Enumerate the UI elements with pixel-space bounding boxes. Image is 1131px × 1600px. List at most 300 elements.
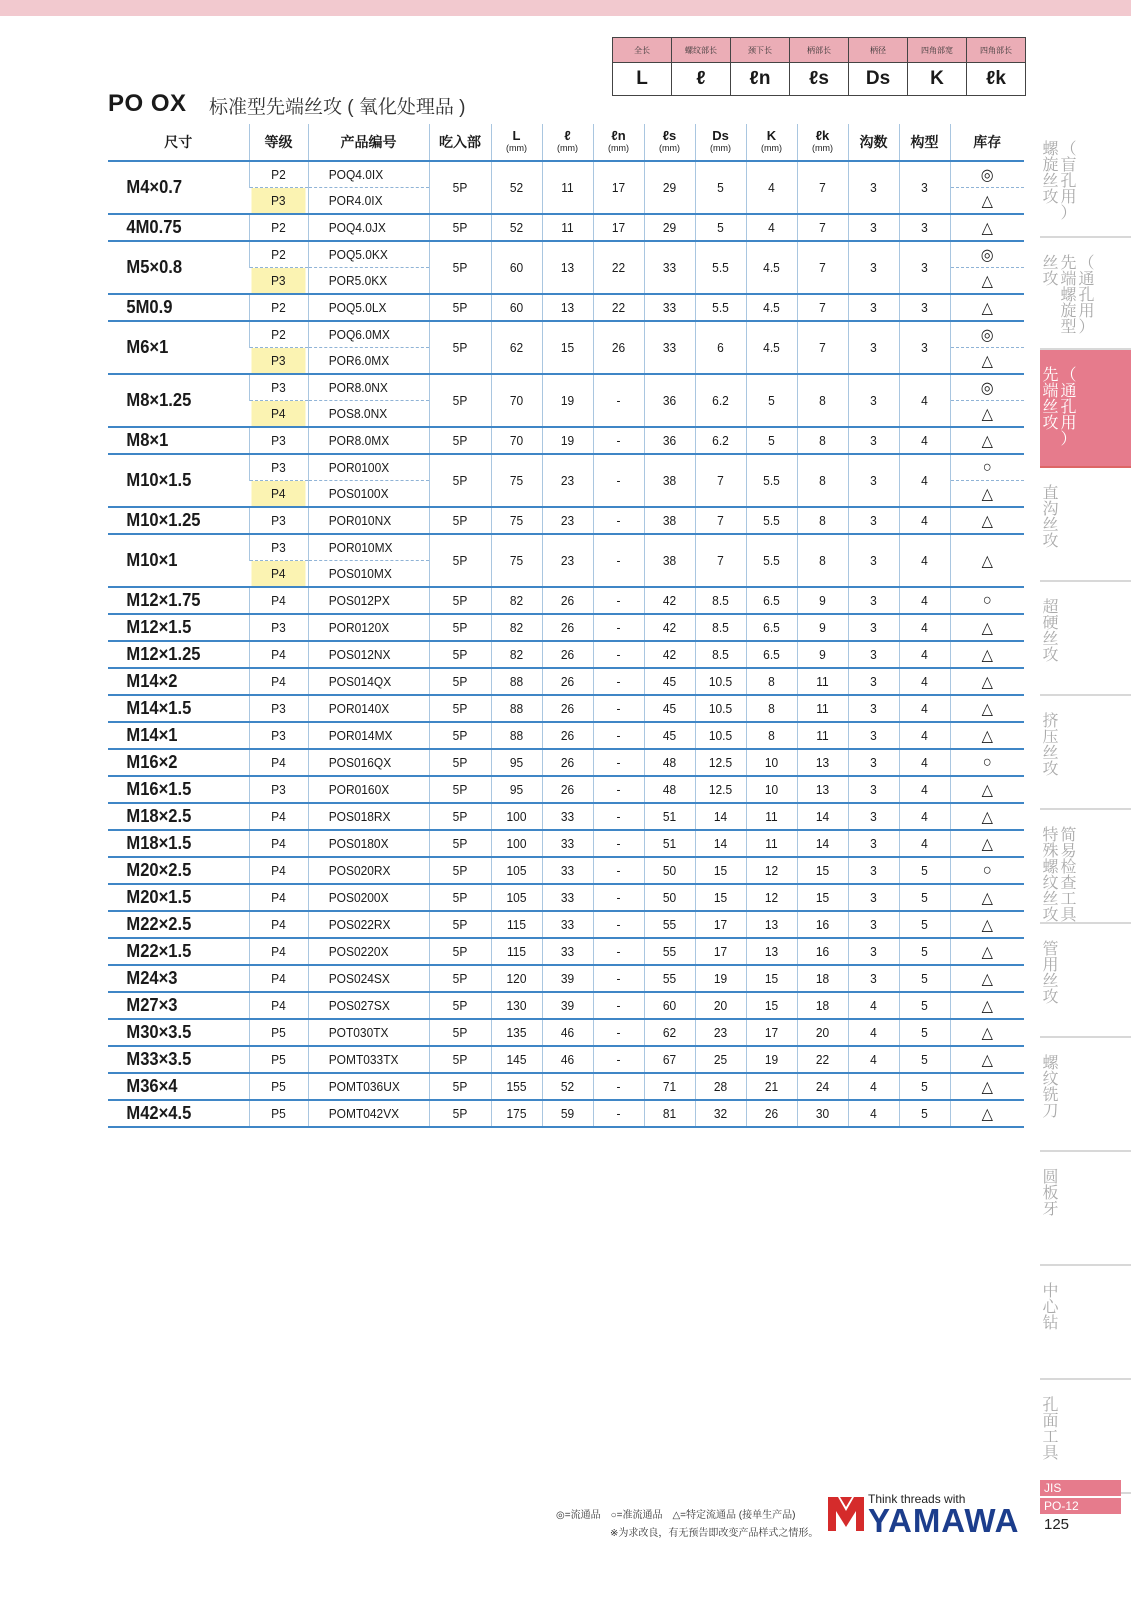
page-title: PO OX	[108, 90, 187, 117]
spec-cell-l: 52	[544, 1073, 591, 1100]
product-code-cell: POS8.0NX	[308, 401, 419, 428]
column-header	[593, 124, 644, 161]
legend-label: 全长	[613, 38, 672, 63]
grade-cell: P4	[251, 481, 305, 508]
spec-cell-K: 4.5	[748, 241, 795, 294]
spec-cell-l: 33	[544, 830, 591, 857]
size-cell: M20×1.5	[108, 884, 238, 911]
size-cell: M6×1	[108, 321, 238, 374]
spec-cell-lk: 13	[799, 776, 846, 803]
product-code-cell: POS020RX	[308, 857, 419, 884]
dimension-legend	[612, 37, 1026, 96]
category-sidebar	[1040, 124, 1131, 1494]
table-row	[108, 321, 1024, 348]
grade-cell: P3	[251, 722, 305, 749]
spec-cell-Ds: 8.5	[697, 641, 744, 668]
spec-cell-lk: 8	[799, 427, 846, 454]
column-header-unit: (mm)	[761, 143, 782, 153]
spec-cell-ls: 36	[646, 427, 693, 454]
spec-cell-L: 82	[493, 641, 540, 668]
page-code: PO-12	[1040, 1498, 1121, 1514]
stock-cell: △	[953, 1073, 1021, 1100]
table-row	[108, 938, 1024, 965]
table-row	[108, 749, 1024, 776]
legend-label: 四角部宽	[908, 38, 967, 63]
spec-cell-flutes: 3	[850, 695, 897, 722]
spec-cell-L: 52	[493, 161, 540, 214]
size-cell: M12×1.5	[108, 614, 238, 641]
spec-cell-type: 3	[901, 241, 948, 294]
grade-cell: P4	[251, 803, 305, 830]
size-cell: M24×3	[108, 965, 238, 992]
size-cell: M18×2.5	[108, 803, 238, 830]
spec-cell-K: 19	[748, 1046, 795, 1073]
product-code-cell: POS018RX	[308, 803, 419, 830]
stock-cell: △	[953, 214, 1021, 241]
spec-cell-L: 105	[493, 884, 540, 911]
sidebar-tab[interactable]	[1040, 582, 1131, 696]
table-row	[108, 534, 1024, 561]
spec-cell-Ds: 25	[697, 1046, 744, 1073]
spec-cell-Ds: 6.2	[697, 374, 744, 427]
spec-cell-flutes: 3	[850, 161, 897, 214]
spec-cell-lk: 13	[799, 749, 846, 776]
stock-cell: △	[953, 911, 1021, 938]
spec-cell-Ds: 8.5	[697, 614, 744, 641]
spec-cell-ls: 55	[646, 938, 693, 965]
grade-cell: P3	[251, 776, 305, 803]
spec-cell-K: 12	[748, 857, 795, 884]
column-header-unit: (mm)	[506, 143, 527, 153]
spec-cell-ls: 60	[646, 992, 693, 1019]
spec-cell-L: 115	[493, 911, 540, 938]
grade-cell: P3	[251, 188, 305, 215]
spec-cell-ls: 29	[646, 214, 693, 241]
spec-cell-flutes: 3	[850, 965, 897, 992]
spec-cell-lk: 7	[799, 214, 846, 241]
grade-cell: P4	[251, 938, 305, 965]
spec-cell-type: 3	[901, 214, 948, 241]
spec-cell-ln: 17	[595, 214, 642, 241]
sidebar-tab[interactable]	[1040, 350, 1131, 468]
sidebar-tab-label: 简 易 检 查 工 具	[1060, 827, 1077, 924]
spec-cell-K: 5.5	[748, 507, 795, 534]
spec-cell-L: 82	[493, 614, 540, 641]
sidebar-tab-label: （ 通 孔 用 ）	[1078, 255, 1095, 336]
spec-cell-ln: 26	[595, 321, 642, 374]
spec-cell-Ds: 7	[697, 534, 744, 587]
grade-cell: P3	[251, 348, 305, 375]
grade-cell: P4	[251, 911, 305, 938]
size-cell: M36×4	[108, 1073, 238, 1100]
product-code-cell: POMT042VX	[308, 1100, 419, 1127]
legend-symbol: ℓ	[672, 63, 731, 96]
size-cell: M8×1	[108, 427, 238, 454]
spec-cell-ls: 33	[646, 321, 693, 374]
spec-cell-chamfer: 5P	[431, 965, 488, 992]
stock-cell: ◎	[953, 161, 1021, 188]
stock-cell: △	[953, 776, 1021, 803]
spec-cell-K: 5	[748, 374, 795, 427]
grade-cell: P4	[251, 749, 305, 776]
table-row	[108, 911, 1024, 938]
grade-cell: P3	[251, 507, 305, 534]
product-code-cell: POS024SX	[308, 965, 419, 992]
size-cell: M16×1.5	[108, 776, 238, 803]
stock-cell: △	[953, 534, 1021, 587]
spec-cell-K: 11	[748, 803, 795, 830]
spec-cell-L: 145	[493, 1046, 540, 1073]
spec-cell-chamfer: 5P	[431, 214, 488, 241]
product-code-cell: POR0100X	[308, 454, 419, 481]
table-row	[108, 992, 1024, 1019]
table-row	[108, 803, 1024, 830]
spec-cell-l: 26	[544, 749, 591, 776]
spec-cell-l: 46	[544, 1046, 591, 1073]
product-code-cell: POS014QX	[308, 668, 419, 695]
spec-cell-Ds: 32	[697, 1100, 744, 1127]
spec-cell-K: 10	[748, 776, 795, 803]
spec-cell-Ds: 10.5	[697, 668, 744, 695]
spec-cell-l: 46	[544, 1019, 591, 1046]
stock-cell: △	[953, 938, 1021, 965]
spec-cell-ln: -	[595, 1100, 642, 1127]
spec-cell-flutes: 3	[850, 507, 897, 534]
spec-cell-ls: 42	[646, 614, 693, 641]
table-row	[108, 884, 1024, 911]
product-code-cell: POS012NX	[308, 641, 419, 668]
spec-cell-Ds: 5.5	[697, 241, 744, 294]
spec-cell-ls: 51	[646, 803, 693, 830]
sidebar-tab[interactable]	[1040, 124, 1131, 238]
product-code-cell: POS0100X	[308, 481, 419, 508]
grade-cell: P3	[251, 268, 305, 295]
spec-cell-Ds: 17	[697, 911, 744, 938]
column-header-symbol: L	[512, 128, 521, 143]
spec-cell-chamfer: 5P	[431, 161, 488, 214]
grade-cell: P4	[251, 641, 305, 668]
spec-cell-ln: -	[595, 749, 642, 776]
table-row	[108, 857, 1024, 884]
size-cell: M14×1	[108, 722, 238, 749]
spec-cell-Ds: 23	[697, 1019, 744, 1046]
stock-cell: △	[953, 188, 1021, 215]
spec-cell-chamfer: 5P	[431, 1046, 488, 1073]
spec-cell-lk: 14	[799, 803, 846, 830]
spec-cell-chamfer: 5P	[431, 668, 488, 695]
spec-cell-type: 5	[901, 965, 948, 992]
spec-cell-lk: 7	[799, 294, 846, 321]
spec-cell-chamfer: 5P	[431, 641, 488, 668]
legend-symbol: ℓs	[790, 63, 849, 96]
spec-cell-type: 5	[901, 992, 948, 1019]
spec-cell-chamfer: 5P	[431, 938, 488, 965]
table-row	[108, 1073, 1024, 1100]
spec-cell-ls: 81	[646, 1100, 693, 1127]
spec-cell-l: 33	[544, 857, 591, 884]
spec-cell-K: 4.5	[748, 321, 795, 374]
table-row	[108, 1046, 1024, 1073]
sidebar-tab[interactable]	[1040, 810, 1131, 924]
spec-cell-chamfer: 5P	[431, 427, 488, 454]
spec-cell-chamfer: 5P	[431, 695, 488, 722]
grade-cell: P4	[251, 587, 305, 614]
sidebar-tab[interactable]	[1040, 238, 1131, 350]
product-code-cell: POR8.0NX	[308, 374, 419, 401]
product-code-cell: POMT033TX	[308, 1046, 419, 1073]
spec-cell-flutes: 4	[850, 1019, 897, 1046]
spec-cell-l: 15	[544, 321, 591, 374]
spec-cell-type: 4	[901, 427, 948, 454]
spec-cell-lk: 7	[799, 161, 846, 214]
sidebar-tab-label: 丝 攻	[1042, 255, 1059, 288]
spec-cell-type: 4	[901, 776, 948, 803]
spec-cell-type: 4	[901, 374, 948, 427]
sidebar-tab[interactable]	[1040, 1266, 1131, 1380]
product-code-cell: POS0180X	[308, 830, 419, 857]
spec-cell-L: 62	[493, 321, 540, 374]
spec-cell-L: 155	[493, 1073, 540, 1100]
product-table	[108, 124, 1024, 1128]
spec-cell-ln: -	[595, 427, 642, 454]
sidebar-tab-label: 先 端 螺 旋 型	[1060, 255, 1077, 336]
spec-cell-Ds: 7	[697, 507, 744, 534]
sidebar-tab[interactable]	[1040, 468, 1131, 582]
size-cell: M4×0.7	[108, 161, 238, 214]
sidebar-tab-label: 直 沟 丝 攻	[1042, 485, 1059, 550]
spec-cell-l: 39	[544, 965, 591, 992]
spec-cell-Ds: 17	[697, 938, 744, 965]
stock-cell: ◎	[953, 241, 1021, 268]
spec-cell-lk: 11	[799, 722, 846, 749]
stock-cell: ○	[953, 749, 1021, 776]
spec-cell-ls: 62	[646, 1019, 693, 1046]
stock-cell: △	[953, 481, 1021, 508]
spec-cell-ls: 36	[646, 374, 693, 427]
sidebar-tab[interactable]	[1040, 1038, 1131, 1152]
spec-cell-chamfer: 5P	[431, 992, 488, 1019]
stock-cell: △	[953, 1046, 1021, 1073]
size-cell: M10×1.25	[108, 507, 238, 534]
stock-cell: △	[953, 641, 1021, 668]
spec-cell-L: 105	[493, 857, 540, 884]
size-cell: 4M0.75	[108, 214, 238, 241]
spec-cell-l: 33	[544, 911, 591, 938]
spec-cell-flutes: 3	[850, 241, 897, 294]
spec-cell-type: 5	[901, 1019, 948, 1046]
spec-cell-L: 95	[493, 776, 540, 803]
spec-cell-lk: 8	[799, 374, 846, 427]
size-cell: M14×2	[108, 668, 238, 695]
spec-cell-Ds: 5	[697, 214, 744, 241]
spec-cell-lk: 8	[799, 507, 846, 534]
column-header	[695, 124, 746, 161]
spec-cell-Ds: 8.5	[697, 587, 744, 614]
spec-cell-flutes: 3	[850, 587, 897, 614]
grade-cell: P4	[251, 884, 305, 911]
size-cell: 5M0.9	[108, 294, 238, 321]
spec-cell-l: 26	[544, 614, 591, 641]
grade-cell: P2	[251, 294, 305, 321]
stock-cell: △	[953, 668, 1021, 695]
spec-cell-K: 21	[748, 1073, 795, 1100]
size-cell: M10×1	[108, 534, 238, 587]
spec-cell-K: 13	[748, 938, 795, 965]
spec-cell-type: 4	[901, 614, 948, 641]
spec-cell-lk: 7	[799, 241, 846, 294]
spec-cell-chamfer: 5P	[431, 884, 488, 911]
sidebar-tab[interactable]	[1040, 696, 1131, 810]
spec-cell-ln: -	[595, 1019, 642, 1046]
product-code-cell: POQ5.0KX	[308, 241, 419, 268]
sidebar-tab-label: 螺 纹 铣 刀	[1042, 1055, 1059, 1120]
grade-cell: P2	[251, 161, 305, 188]
jis-badge: JIS	[1040, 1480, 1121, 1496]
spec-cell-ln: 17	[595, 161, 642, 214]
sidebar-tab-label: 管 用 丝 攻	[1042, 941, 1059, 1006]
column-header: 产品编号	[308, 124, 429, 161]
spec-cell-ln: -	[595, 884, 642, 911]
page-subtitle: 标准型先端丝攻 ( 氧化处理品 )	[209, 97, 466, 118]
sidebar-tab[interactable]	[1040, 1152, 1131, 1266]
stock-cell: ○	[953, 587, 1021, 614]
stock-cell: △	[953, 507, 1021, 534]
spec-cell-flutes: 3	[850, 534, 897, 587]
spec-cell-lk: 16	[799, 938, 846, 965]
spec-cell-L: 135	[493, 1019, 540, 1046]
spec-cell-lk: 15	[799, 857, 846, 884]
stock-cell: △	[953, 1100, 1021, 1127]
size-cell: M33×3.5	[108, 1046, 238, 1073]
spec-cell-flutes: 3	[850, 641, 897, 668]
column-header	[746, 124, 797, 161]
spec-cell-chamfer: 5P	[431, 241, 488, 294]
size-cell: M27×3	[108, 992, 238, 1019]
sidebar-tab-label: 挤 压 丝 攻	[1042, 713, 1059, 778]
column-header-unit: (mm)	[812, 143, 833, 153]
product-code-cell: POMT036UX	[308, 1073, 419, 1100]
size-cell: M5×0.8	[108, 241, 238, 294]
size-cell: M18×1.5	[108, 830, 238, 857]
column-header-symbol: K	[766, 128, 777, 143]
spec-cell-l: 26	[544, 695, 591, 722]
spec-cell-type: 5	[901, 1046, 948, 1073]
table-row	[108, 507, 1024, 534]
stock-legend: ◎=流通品 ○=准流通品 △=特定流通品 (接单生产品)	[556, 1510, 796, 1521]
spec-cell-Ds: 12.5	[697, 749, 744, 776]
size-cell: M14×1.5	[108, 695, 238, 722]
spec-cell-K: 11	[748, 830, 795, 857]
spec-cell-K: 4	[748, 214, 795, 241]
stock-cell: ◎	[953, 321, 1021, 348]
sidebar-tab[interactable]	[1040, 924, 1131, 1038]
legend-symbol: L	[613, 63, 672, 96]
spec-cell-K: 5.5	[748, 534, 795, 587]
table-row	[108, 776, 1024, 803]
spec-cell-flutes: 3	[850, 374, 897, 427]
column-header: 库存	[950, 124, 1024, 161]
column-header-symbol: ℓs	[662, 128, 677, 143]
size-cell: M8×1.25	[108, 374, 238, 427]
product-code-cell: POT030TX	[308, 1019, 419, 1046]
spec-cell-lk: 11	[799, 668, 846, 695]
spec-cell-chamfer: 5P	[431, 534, 488, 587]
spec-cell-flutes: 3	[850, 214, 897, 241]
spec-cell-type: 5	[901, 1100, 948, 1127]
table-row	[108, 161, 1024, 188]
spec-cell-chamfer: 5P	[431, 507, 488, 534]
table-row	[108, 965, 1024, 992]
sidebar-tab[interactable]	[1040, 1380, 1131, 1494]
legend-label: 柄径	[849, 38, 908, 63]
column-header-symbol: Ds	[712, 128, 729, 143]
stock-cell: △	[953, 722, 1021, 749]
spec-cell-Ds: 10.5	[697, 722, 744, 749]
spec-cell-lk: 18	[799, 965, 846, 992]
spec-cell-l: 59	[544, 1100, 591, 1127]
spec-cell-chamfer: 5P	[431, 911, 488, 938]
table-row	[108, 1019, 1024, 1046]
grade-cell: P5	[251, 1019, 305, 1046]
column-header: 吃入部	[429, 124, 491, 161]
table-row	[108, 294, 1024, 321]
spec-cell-chamfer: 5P	[431, 587, 488, 614]
stock-cell: △	[953, 614, 1021, 641]
spec-cell-chamfer: 5P	[431, 374, 488, 427]
column-header-unit: (mm)	[710, 143, 731, 153]
spec-cell-flutes: 3	[850, 803, 897, 830]
spec-cell-l: 39	[544, 992, 591, 1019]
page-number: 125	[1044, 1516, 1070, 1533]
product-code-cell: POS022RX	[308, 911, 419, 938]
grade-cell: P4	[251, 668, 305, 695]
spec-cell-type: 4	[901, 454, 948, 507]
spec-cell-K: 6.5	[748, 587, 795, 614]
spec-cell-chamfer: 5P	[431, 749, 488, 776]
spec-cell-ln: -	[595, 507, 642, 534]
spec-cell-K: 6.5	[748, 614, 795, 641]
spec-cell-lk: 9	[799, 614, 846, 641]
spec-cell-ls: 42	[646, 587, 693, 614]
spec-cell-l: 26	[544, 668, 591, 695]
grade-cell: P5	[251, 1073, 305, 1100]
spec-cell-ln: -	[595, 722, 642, 749]
grade-cell: P3	[251, 374, 305, 401]
stock-cell: △	[953, 294, 1021, 321]
grade-cell: P4	[251, 857, 305, 884]
spec-cell-chamfer: 5P	[431, 722, 488, 749]
spec-cell-L: 88	[493, 722, 540, 749]
spec-cell-ls: 45	[646, 695, 693, 722]
grade-cell: P5	[251, 1046, 305, 1073]
spec-cell-l: 23	[544, 534, 591, 587]
column-header	[644, 124, 695, 161]
spec-cell-K: 5.5	[748, 454, 795, 507]
sidebar-tab-label: 螺 旋 丝 攻	[1042, 141, 1059, 206]
sidebar-tab-label: 中 心 钻	[1042, 1283, 1059, 1332]
spec-cell-type: 4	[901, 507, 948, 534]
product-code-cell: POR8.0MX	[308, 427, 419, 454]
table-row	[108, 695, 1024, 722]
product-code-cell: POQ5.0LX	[308, 294, 419, 321]
legend-label: 四角部长	[967, 38, 1026, 63]
spec-cell-Ds: 14	[697, 803, 744, 830]
grade-cell: P4	[251, 965, 305, 992]
size-cell: M12×1.75	[108, 587, 238, 614]
spec-cell-lk: 24	[799, 1073, 846, 1100]
spec-cell-L: 60	[493, 241, 540, 294]
stock-cell: △	[953, 268, 1021, 295]
